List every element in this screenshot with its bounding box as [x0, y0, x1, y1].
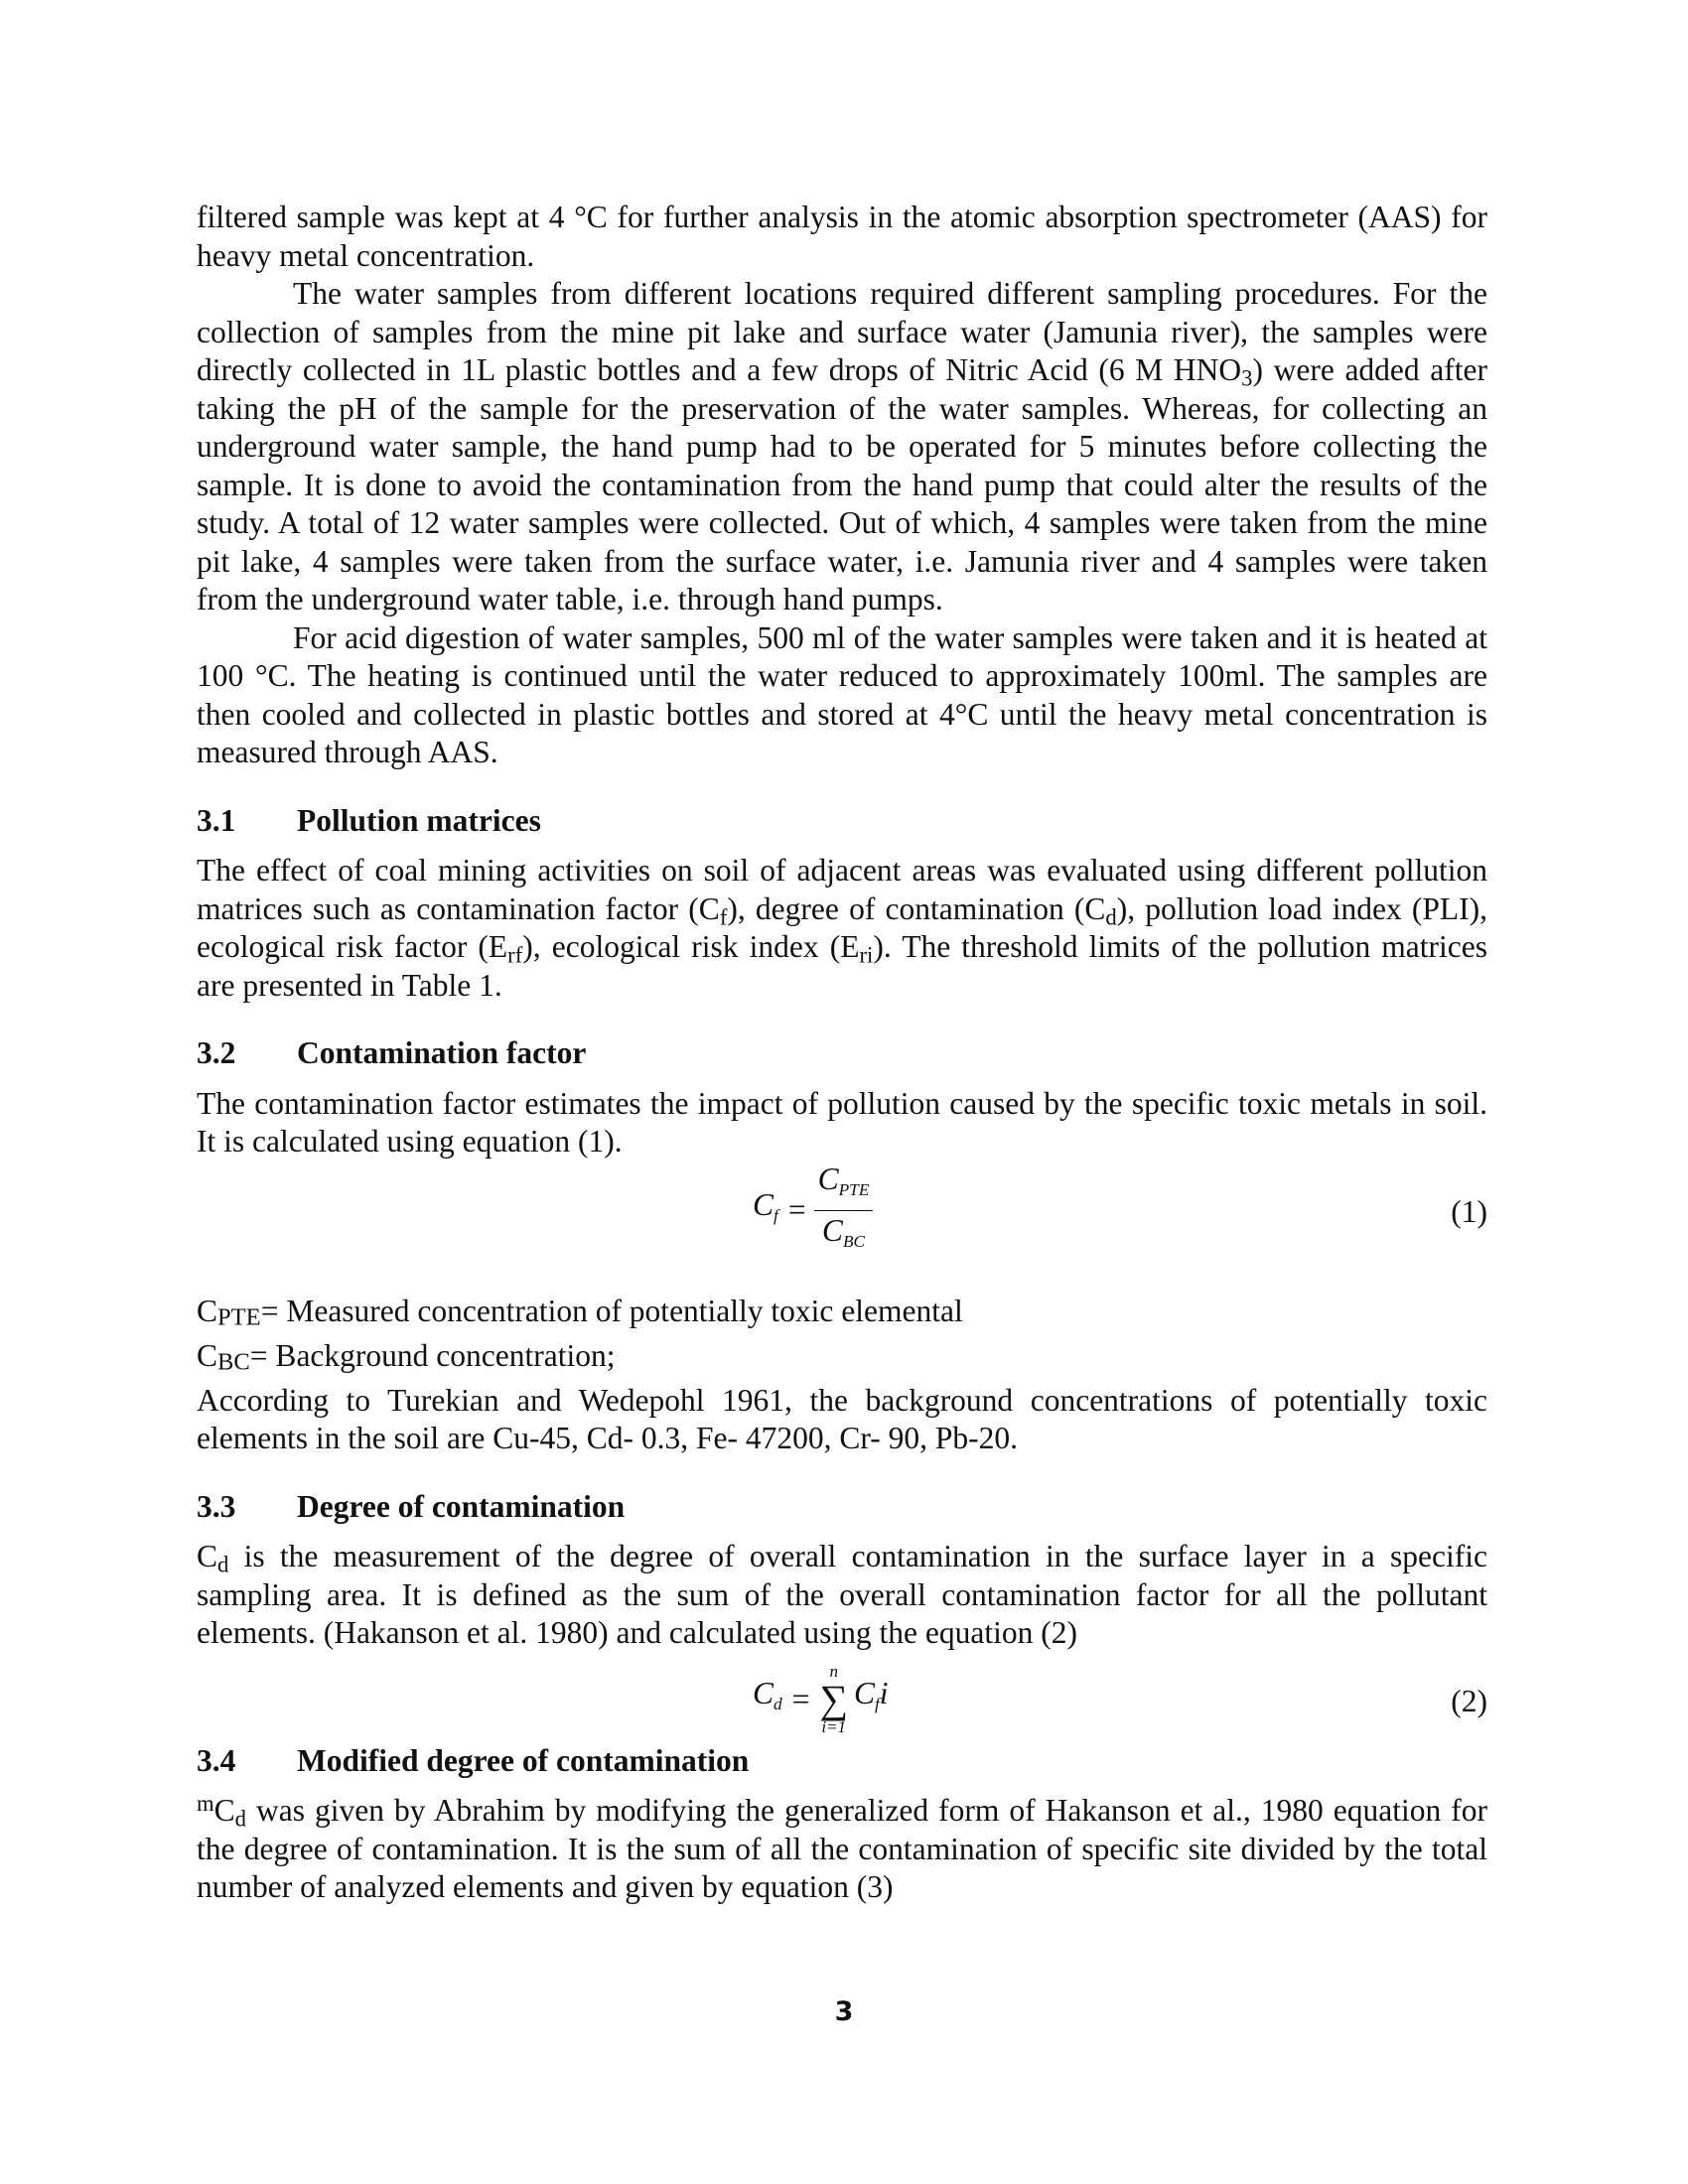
- page-content: [197, 199, 1487, 1907]
- section-number: 3.4: [197, 1742, 236, 1778]
- section-number: 3.3: [197, 1488, 236, 1524]
- sigma-symbol: ∑: [819, 1676, 848, 1721]
- text: = Measured concentration of potentially toxic elemental: [260, 1293, 963, 1328]
- subscript: rf: [507, 942, 523, 968]
- fraction: [814, 1160, 874, 1263]
- text: ), pollution load index (PLI), ecological risk factor (E: [197, 890, 1487, 964]
- paragraph-text: The water samples from different locations required different sampling procedures. For the collection of samples from the mine pit lake and surface water (Jamunia river), the samples were directly collected in 1L plastic bottles and a few drops of Nitric Acid (6 M HNO: [197, 276, 1487, 387]
- upper-limit: n: [829, 1661, 838, 1681]
- denominator: [818, 1211, 869, 1262]
- subscript: d: [1105, 904, 1117, 930]
- numerator: [814, 1160, 874, 1210]
- paragraph-contamination-factor: [197, 1085, 1487, 1161]
- paragraph-sampling: [197, 275, 1487, 619]
- subscript: ri: [859, 942, 874, 968]
- paragraph-continuation: [197, 199, 1487, 275]
- section-title: Degree of contamination: [297, 1488, 626, 1524]
- section-number: 3.2: [197, 1035, 236, 1070]
- superscript: m: [197, 1791, 214, 1817]
- section-heading-3-3: [197, 1488, 1487, 1527]
- paragraph-background-concentrations: [197, 1382, 1487, 1458]
- subscript: BC: [217, 1348, 250, 1376]
- equation-lhs: [753, 1675, 782, 1724]
- summation: [819, 1663, 848, 1736]
- equation-2: [197, 1657, 1487, 1742]
- text: ). The threshold limits of the pollution matrices are presented in Table 1.: [197, 929, 1487, 1003]
- text: The contamination factor estimates the impact of pollution caused by the specific toxic metals in soil. It is calculated using equation (1).: [197, 1085, 1487, 1159]
- subscript: d: [774, 1695, 782, 1714]
- summand: [854, 1675, 889, 1724]
- equation-number: (2): [1451, 1683, 1487, 1718]
- symbol: C: [853, 1676, 875, 1711]
- section-title: Contamination factor: [297, 1035, 587, 1070]
- equation-number: (1): [1451, 1193, 1487, 1229]
- text: The effect of coal mining activities on soil of adjacent areas was evaluated using different pollution matrices such as contamination factor (C: [197, 853, 1487, 926]
- paragraph-text: ) were added after taking the pH of the sample for the preservation of the water samples. Whereas, for collecting an underground water sample, the hand pump had to be operated for 5 minutes before collecting the sample. It is done to avoid the contamination from the hand pump that could alter the results of the study. A total of 12 water samples were collected. Out of which, 4 samples were taken from the mine pit lake, 4 samples were taken from the surface water, i.e. Jamunia river and 4 samples were taken from the underground water table, i.e. through hand pumps.: [197, 352, 1487, 616]
- lower-limit: i=1: [821, 1716, 847, 1736]
- definition-cpte: [197, 1293, 1487, 1337]
- symbol: C: [197, 1539, 218, 1574]
- equation-lhs: [753, 1186, 778, 1236]
- symbol: C: [213, 1793, 235, 1829]
- symbol: C: [753, 1186, 774, 1222]
- symbol: C: [197, 1337, 218, 1373]
- paragraph-pollution-matrices: [197, 852, 1487, 1005]
- subscript: d: [217, 1553, 229, 1577]
- text: was given by Abrahim by modifying the generalized form of Hakanson et al., 1980 equation for the degree of contamination. It is the sum of all the contamination of specific site divided by the total number of analyzed elements and given by equation (3): [197, 1793, 1487, 1905]
- text: ), ecological risk index (E: [522, 929, 860, 964]
- text: = Background concentration;: [249, 1337, 616, 1373]
- symbol: C: [821, 1213, 843, 1249]
- text: is the measurement of the degree of overall contamination in the surface layer in a specific sampling area. It is defined as the sum of the overall contamination factor for all the pollutant elements. (Hakanson et al. 1980) and calculated using the equation (2): [197, 1539, 1487, 1651]
- section-heading-3-4: [197, 1742, 1487, 1781]
- section-heading-3-2: [197, 1034, 1487, 1073]
- symbol: C: [817, 1160, 839, 1196]
- subscript: d: [234, 1807, 246, 1832]
- section-number: 3.1: [197, 802, 236, 838]
- subscript: 3: [1241, 365, 1253, 391]
- subscript: BC: [842, 1232, 866, 1252]
- paragraph-text: For acid digestion of water samples, 500 ml of the water samples were taken and it is heated at 100 °C. The heating is continued until the water reduced to approximately 100ml. The samples are then cooled and collected in plastic bottles and stored at 4°C until the heavy metal concentration is measured through AAS.: [197, 619, 1487, 769]
- subscript: PTE: [838, 1179, 870, 1199]
- subscript: f: [774, 1205, 778, 1225]
- equation-body: [753, 1657, 889, 1742]
- symbol: i: [879, 1676, 889, 1711]
- equation-body: [753, 1160, 873, 1257]
- subscript: f: [874, 1695, 880, 1714]
- section-title: Pollution matrices: [297, 802, 541, 838]
- subscript: PTE: [217, 1303, 261, 1331]
- section-heading-3-1: [197, 802, 1487, 841]
- section-title: Modified degree of contamination: [297, 1742, 750, 1778]
- paragraph-text: filtered sample was kept at 4 °C for further analysis in the atomic absorption spectrometer (AAS) for heavy metal concentration.: [197, 200, 1487, 273]
- subscript: f: [719, 904, 728, 930]
- symbol: C: [753, 1676, 774, 1711]
- symbol: C: [197, 1293, 218, 1328]
- definition-cbc: [197, 1337, 1487, 1382]
- paragraph-modified-degree: [197, 1792, 1487, 1907]
- page-number: 3: [834, 1996, 854, 2027]
- equation-1: [197, 1160, 1487, 1257]
- text: ), degree of contamination (C: [727, 890, 1106, 926]
- equals-sign: =: [791, 1681, 810, 1716]
- paragraph-degree-of-contamination: [197, 1538, 1487, 1653]
- paragraph-acid-digestion: [197, 619, 1487, 772]
- text: According to Turekian and Wedepohl 1961, the background concentrations of potentially toxic elements in the soil are Cu-45, Cd- 0.3, Fe- 47200, Cr- 90, Pb-20.: [197, 1382, 1487, 1456]
- equals-sign: =: [787, 1192, 806, 1228]
